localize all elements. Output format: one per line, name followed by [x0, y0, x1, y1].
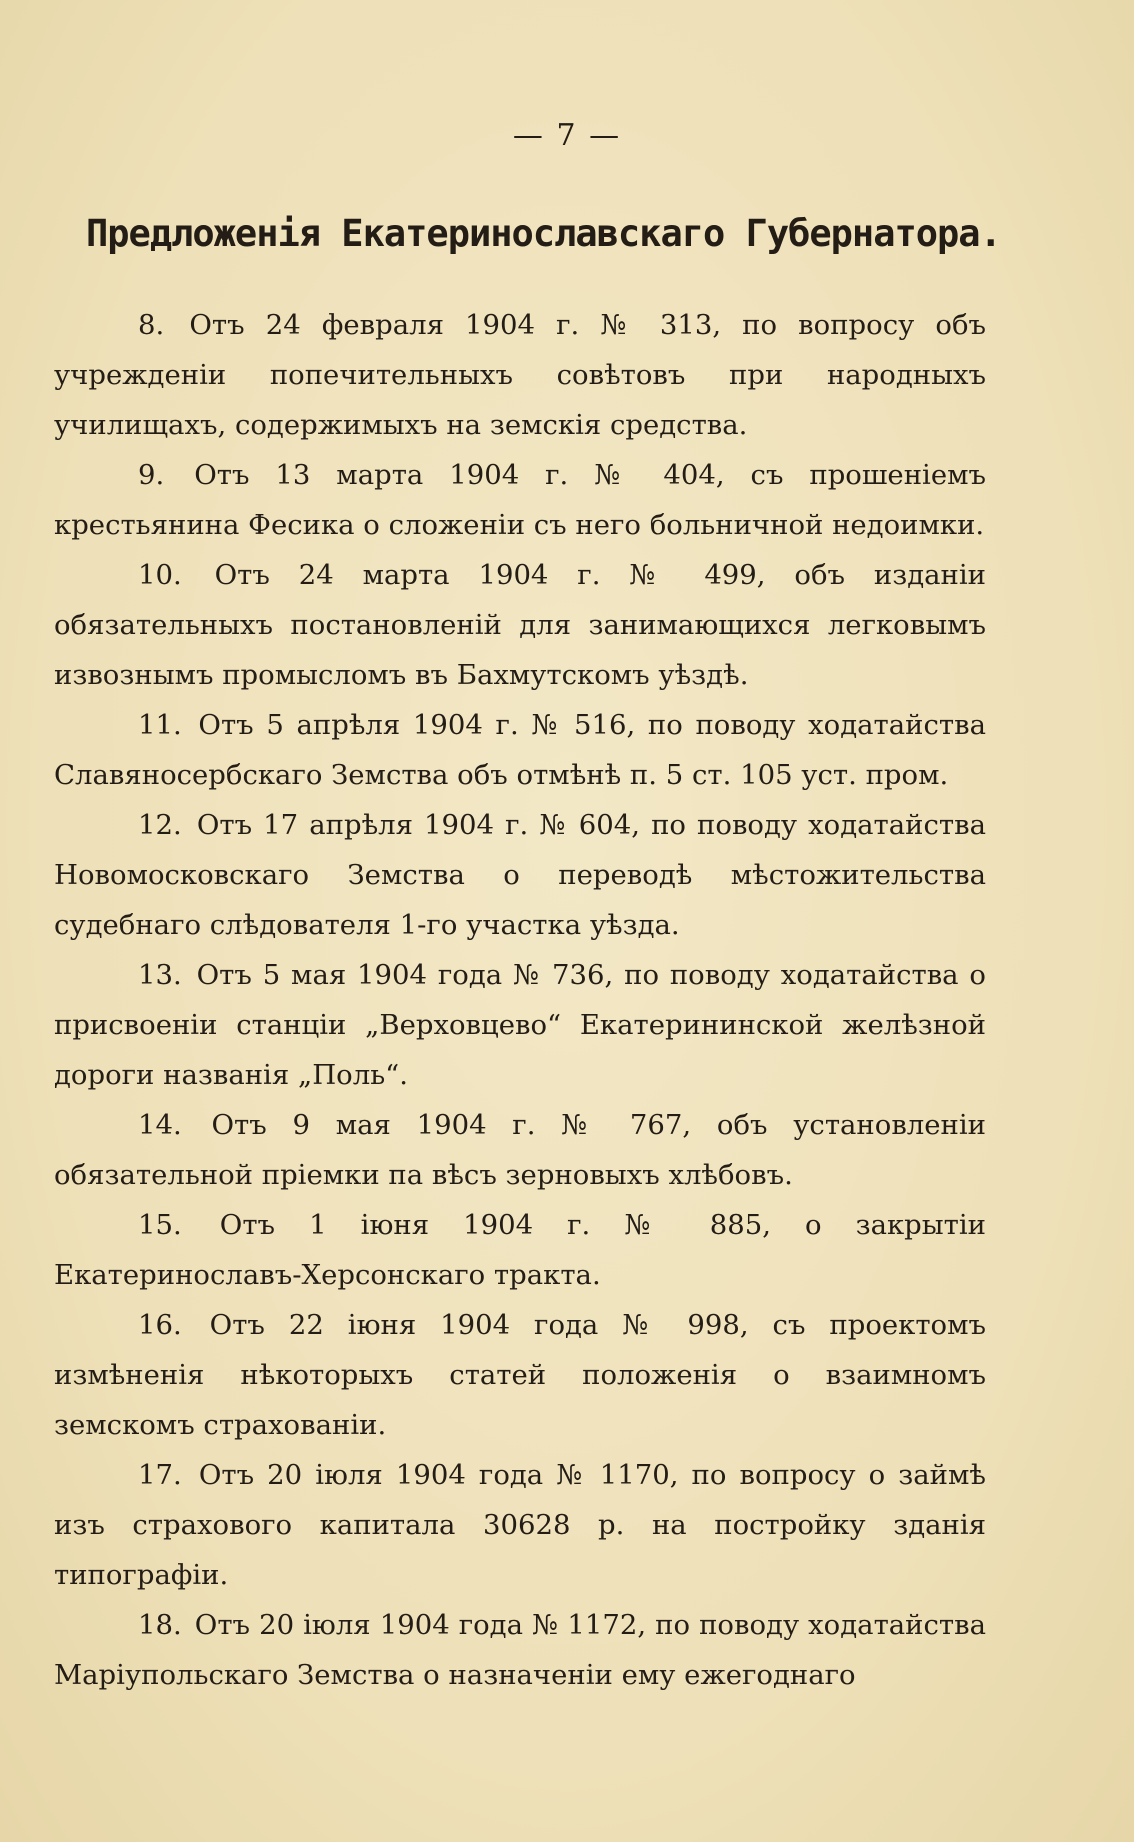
- item-text: Отъ 24 марта 1904 г. № 499, объ изданіи обязательныхъ постановленій для занимающихся легковымъ извознымъ промысломъ въ Бахмутскомъ уѣздѣ.: [54, 559, 986, 691]
- list-item: [54, 1450, 986, 1600]
- items-list: [54, 300, 986, 1700]
- item-number: 18.: [138, 1609, 182, 1641]
- list-item: [54, 1100, 986, 1200]
- item-number: 17.: [138, 1459, 182, 1491]
- item-text: Отъ 20 іюля 1904 года № 1172, по поводу ходатайства Маріупольскаго Земства о назначеніи ему ежегоднаго: [54, 1609, 986, 1691]
- item-number: 8.: [138, 309, 165, 341]
- list-item: [54, 450, 986, 550]
- item-number: 14.: [138, 1109, 182, 1141]
- item-text: Отъ 22 іюня 1904 года № 998, съ проектомъ измѣненія нѣкоторыхъ статей положенія о взаимномъ земскомъ страхованіи.: [54, 1309, 986, 1441]
- list-item: [54, 300, 986, 450]
- item-number: 16.: [138, 1309, 182, 1341]
- item-number: 11.: [138, 709, 182, 741]
- item-text: Отъ 17 апрѣля 1904 г. № 604, по поводу ходатайства Новомосковскаго Земства о переводѣ мѣстожительства судебнаго слѣдователя 1-го участка уѣзда.: [54, 809, 986, 941]
- list-item: [54, 1300, 986, 1450]
- list-item: [54, 550, 986, 700]
- item-number: 13.: [138, 959, 182, 991]
- item-number: 10.: [138, 559, 182, 591]
- page-number: — 7 —: [512, 118, 622, 153]
- list-item: [54, 950, 986, 1100]
- item-text: Отъ 13 марта 1904 г. № 404, съ прошеніемъ крестьянина Фесика о сложеніи съ него больничной недоимки.: [54, 459, 986, 541]
- item-text: Отъ 5 мая 1904 года № 736, по поводу ходатайства о присвоеніи станціи „Верховцево“ Екатерининской желѣзной дороги названія „Поль“.: [54, 959, 986, 1091]
- list-item: [54, 1600, 986, 1700]
- section-heading: Предложенія Екатеринославскаго Губернатора.: [86, 212, 1001, 255]
- item-number: 12.: [138, 809, 182, 841]
- item-number: 15.: [138, 1209, 182, 1241]
- list-item: [54, 700, 986, 800]
- item-text: Отъ 20 іюля 1904 года № 1170, по вопросу о займѣ изъ страхового капитала 30628 р. на постройку зданія типографіи.: [54, 1459, 986, 1591]
- item-text: Отъ 5 апрѣля 1904 г. № 516, по поводу ходатайства Славяносербскаго Земства объ отмѣнѣ п. 5 ст. 105 уст. пром.: [54, 709, 986, 791]
- item-text: Отъ 1 іюня 1904 г. № 885, о закрытіи Екатеринославъ-Херсонскаго тракта.: [54, 1209, 987, 1291]
- list-item: [54, 1200, 986, 1300]
- list-item: [54, 800, 986, 950]
- item-number: 9.: [138, 459, 165, 491]
- item-text: Отъ 24 февраля 1904 г. № 313, по вопросу объ учрежденіи попечительныхъ совѣтовъ при народныхъ училищахъ, содержимыхъ на земскія средства.: [54, 309, 986, 441]
- item-text: Отъ 9 мая 1904 г. № 767, объ установленіи обязательной пріемки па вѣсъ зерновыхъ хлѣбовъ.: [54, 1109, 986, 1191]
